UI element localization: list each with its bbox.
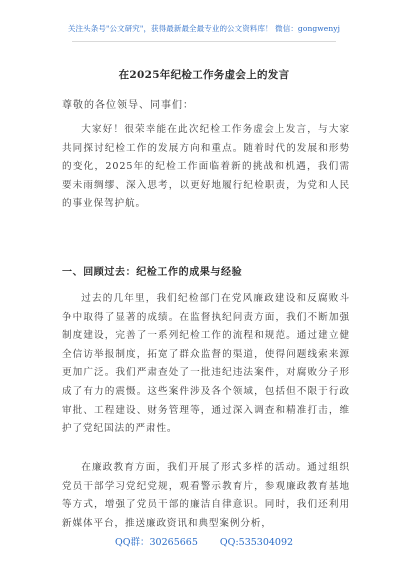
header-divider [72,41,336,42]
paragraph-achievements: 过去的几年里，我们纪检部门在党风廉政建设和反腐败斗争中取得了显著的成绩。在监督执纪问责方面，我们不断加强制度建设，完善了一系列纪检工作的流程和规范。通过建立健全信访举报制度，拓宽了群众监督的渠道，使得问题线索来源更加广泛。我们严肃查处了一批违纪违法案件，对腐败分子形成了有力的震慑。这些案件涉及各个领域，包括但不限于行政审批、工程建设、财务管理等，通过深入调查和精准打击，维护了党纪国法的严肃性。 [62,293,350,435]
footer-contact [0,534,408,548]
document-title: 在2025年纪检工作务虚会上的发言 [118,69,290,81]
section-heading: 一、回顾过去：纪检工作的成果与经验 [62,267,243,278]
salutation: 尊敬的各位领导、同事们： [62,100,194,111]
footer-qq-group: QQ群：30265665 [114,537,198,548]
header-banner: 关注头条号"公文研究"，获得最新最全最专业的公文资料库！ 微信：gongwenyj [67,24,341,33]
paragraph-education: 在廉政教育方面，我们开展了形式多样的活动。通过组织党员干部学习党纪党规，观看警示教育片，参观廉政教育基地等方式，增强了党员干部的廉洁自律意识。同时，我们还利用新媒体平台，推送廉政资讯和典型案例分析， [62,462,350,529]
footer-qq: QQ:535304092 [219,537,294,548]
paragraph-intro: 大家好！很荣幸能在此次纪检工作务虚会上发言，与大家共同探讨纪检工作的发展方向和重点。随着时代的发展和形势的变化，2025年的纪检工作面临着新的挑战和机遇，我们需要未雨绸缪、深入思考，以更好地履行纪检职责，为党和人民的事业保驾护航。 [62,124,350,210]
